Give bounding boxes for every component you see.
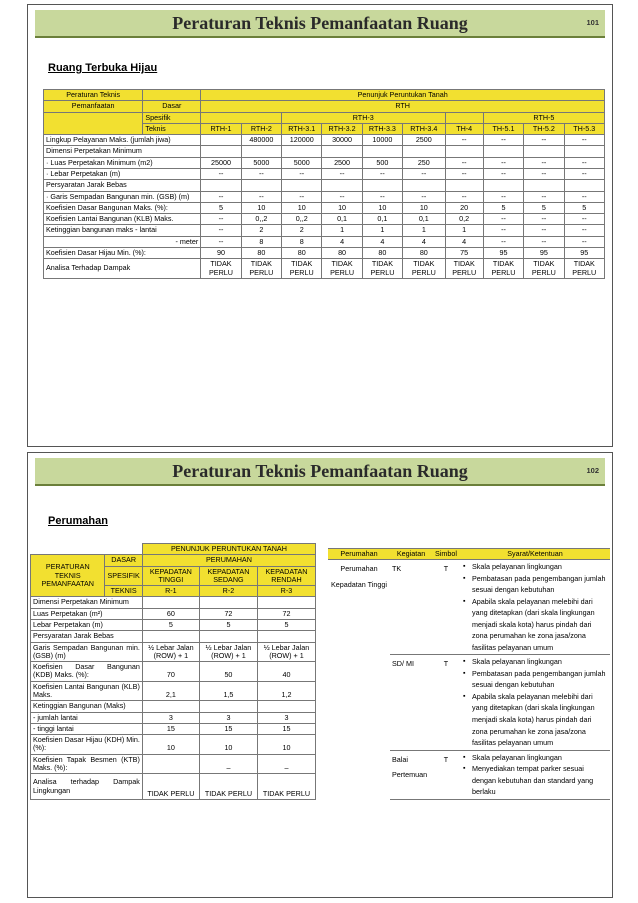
page-number: 101 <box>586 18 599 27</box>
table-cell <box>445 180 483 191</box>
table-cell <box>564 180 604 191</box>
table-cell: -- <box>445 168 483 179</box>
table-cell: -- <box>524 191 564 202</box>
syarat-table <box>328 548 610 800</box>
table-cell: -- <box>445 157 483 168</box>
table-row <box>31 712 316 723</box>
table-cell: 10 <box>142 735 199 755</box>
table-row <box>31 723 316 734</box>
list-item: ▪ Skala pelayanan lingkungan <box>462 656 608 668</box>
rth-table <box>43 89 605 279</box>
col-header: RTH-1 <box>201 123 241 134</box>
table-row <box>31 597 316 608</box>
table-cell: 8 <box>282 236 322 247</box>
table-cell: 250 <box>403 157 445 168</box>
table-cell: 8 <box>241 236 281 247</box>
table-cell: 2500 <box>322 157 362 168</box>
syarat-cell <box>460 750 610 799</box>
table-cell: 0,2 <box>445 214 483 225</box>
table-cell: -- <box>201 191 241 202</box>
table-cell <box>403 146 445 157</box>
table-cell: 5 <box>524 202 564 213</box>
hdr-spesifik: SPESIFIK <box>105 566 142 586</box>
table-cell: 1 <box>403 225 445 236</box>
hdr-peraturan: PERATURAN TEKNIS PEMANFAATAN <box>31 555 105 597</box>
simbol-cell: T <box>432 655 460 750</box>
perumahan-table <box>30 543 316 800</box>
table-row <box>44 202 605 213</box>
syarat-table-body <box>328 560 610 799</box>
table-cell: 2 <box>282 225 322 236</box>
table-cell: 95 <box>564 247 604 258</box>
row-label: Ketinggian Bangunan (Maks) <box>31 701 143 712</box>
table-row <box>31 608 316 619</box>
table-cell: 10 <box>322 202 362 213</box>
table-row <box>31 681 316 701</box>
table-cell: 4 <box>403 236 445 247</box>
table-cell: -- <box>564 214 604 225</box>
table-row <box>44 214 605 225</box>
row-label: Dimensi Perpetakan Minimum <box>44 146 201 157</box>
row-label: Lingkup Pelayanan Maks. (jumlah jiwa) <box>44 135 201 146</box>
table-cell: TIDAK PERLU <box>524 259 564 279</box>
table-cell <box>282 180 322 191</box>
list-item: ▪ Menyediakan tempat parker sesuai dengan kebutuhan dan standard yang berlaku <box>462 763 608 798</box>
perumahan-label: Perumahan Kepadatan Tinggi <box>328 560 390 799</box>
table-cell <box>241 180 281 191</box>
hdr-k3: KEPADATAN RENDAH <box>257 566 315 586</box>
table-cell: 2 <box>241 225 281 236</box>
table-cell: -- <box>483 157 523 168</box>
list-item: ▪ Pembatasan pada pengembangan jumlah sesuai dengan kebutuhan <box>462 668 608 691</box>
table-cell: 500 <box>362 157 402 168</box>
rth-table-body <box>44 135 605 279</box>
table-cell: -- <box>322 168 362 179</box>
table-cell: 25000 <box>201 157 241 168</box>
table-cell: 3 <box>142 712 199 723</box>
table-cell: -- <box>524 168 564 179</box>
hdr-dasar: DASAR <box>105 555 142 566</box>
table-cell: -- <box>524 236 564 247</box>
row-label: Lebar Perpetakan (m) <box>31 619 143 630</box>
hdr-rth3: RTH-3 <box>282 112 446 123</box>
hdr-teknis: TEKNIS <box>105 586 142 597</box>
table-cell <box>524 180 564 191</box>
table-cell: TIDAK PERLU <box>483 259 523 279</box>
table-cell: 75 <box>445 247 483 258</box>
row-label: Persyaratan Jarak Bebas <box>31 631 143 642</box>
table-cell <box>142 701 199 712</box>
table-cell: 5 <box>483 202 523 213</box>
table-cell: -- <box>403 168 445 179</box>
row-label: · Luas Perpetakan Minimum (m2) <box>44 157 201 168</box>
table-cell: -- <box>483 191 523 202</box>
table-cell: TIDAK PERLU <box>445 259 483 279</box>
table-cell <box>201 135 241 146</box>
col-header: RTH-3.4 <box>403 123 445 134</box>
list-item: ▪ Apabila skala pelayanan melebihi dari yang ditetapkan (dari skala lingkungan menjadi skala kota) harus pindah dari zona perumahan ke zona jasa/zona fasilitas pelayanan umum <box>462 596 608 654</box>
table-cell <box>362 180 402 191</box>
table-cell: TIDAK PERLU <box>403 259 445 279</box>
table-cell <box>322 180 362 191</box>
table-cell: 70 <box>142 662 199 682</box>
syarat-table-header <box>328 549 610 560</box>
table-cell: 2,1 <box>142 681 199 701</box>
hdr-penunjuk: PENUNJUK PERUNTUKAN TANAH <box>142 544 315 555</box>
row-label: Analisa terhadap Dampak Lingkungan <box>31 774 143 800</box>
row-label: - tinggi lantai <box>31 723 143 734</box>
table-cell: 120000 <box>282 135 322 146</box>
list-item: ▪ Skala pelayanan lingkungan <box>462 561 608 573</box>
table-cell: -- <box>445 135 483 146</box>
table-cell: -- <box>564 135 604 146</box>
simbol-cell: T <box>432 750 460 799</box>
table-cell: -- <box>362 191 402 202</box>
table-cell: -- <box>564 236 604 247</box>
row-label: Koefisien Tapak Besmen (KTB) Maks. (%): <box>31 754 143 774</box>
table-cell: 5 <box>142 619 199 630</box>
title-bar <box>35 10 605 38</box>
table-row <box>44 180 605 191</box>
table-cell <box>257 701 315 712</box>
hdr-peraturan-teknis: Peraturan Teknis <box>44 90 143 101</box>
table-cell <box>142 754 199 774</box>
col-header: TH-5.1 <box>483 123 523 134</box>
table-cell: -- <box>201 168 241 179</box>
table-cell: 72 <box>257 608 315 619</box>
table-cell: -- <box>201 236 241 247</box>
list-item: ▪ Apabila skala pelayanan melebihi dari yang ditetapkan (dari skala lingkungan menjadi skala kota) harus pindah dari zona perumahan ke zona jasa/zona fasilitas pelayanan umum <box>462 691 608 749</box>
table-cell: 5 <box>199 619 257 630</box>
table-row <box>31 754 316 774</box>
table-cell <box>257 631 315 642</box>
table-row <box>31 642 316 662</box>
col-header: TH-5.3 <box>564 123 604 134</box>
table-cell: 0,,2 <box>282 214 322 225</box>
table-cell: 2500 <box>403 135 445 146</box>
table-row <box>44 146 605 157</box>
rth-table-header <box>44 90 605 135</box>
row-label: Ketinggian bangunan maks - lantai <box>44 225 201 236</box>
syarat-list <box>462 752 608 798</box>
table-row <box>44 191 605 202</box>
row-label: · Lebar Perpetakan (m) <box>44 168 201 179</box>
table-cell: 30000 <box>322 135 362 146</box>
table-cell: 1,5 <box>199 681 257 701</box>
table-cell: 80 <box>322 247 362 258</box>
hdr-k1: KEPADATAN TINGGI <box>142 566 199 586</box>
row-label: · Garis Sempadan Bangunan min. (GSB) (m) <box>44 191 201 202</box>
table-cell: 10 <box>199 735 257 755</box>
syarat-list <box>462 656 608 748</box>
table-cell: 4 <box>322 236 362 247</box>
title-bar <box>35 458 605 486</box>
table-cell: -- <box>524 214 564 225</box>
table-cell: 5 <box>257 619 315 630</box>
table-cell <box>257 597 315 608</box>
table-cell <box>483 180 523 191</box>
table-cell: TIDAK PERLU <box>241 259 281 279</box>
table-cell: 10 <box>241 202 281 213</box>
table-cell: -- <box>564 157 604 168</box>
hdr-r3: R-3 <box>257 586 315 597</box>
table-cell: 480000 <box>241 135 281 146</box>
table-cell: 40 <box>257 662 315 682</box>
table-row <box>44 236 605 247</box>
table-cell <box>142 597 199 608</box>
table-cell: -- <box>524 157 564 168</box>
hdr-spesifik: Spesifik <box>143 112 201 123</box>
table-cell: -- <box>564 168 604 179</box>
table-cell: 15 <box>257 723 315 734</box>
table-row <box>44 157 605 168</box>
row-label: Luas Perpetakan (m²) <box>31 608 143 619</box>
hdr-teknis: Teknis <box>143 123 201 134</box>
table-cell: 1,2 <box>257 681 315 701</box>
list-item: ▪ Skala pelayanan lingkungan <box>462 752 608 764</box>
table-cell <box>201 180 241 191</box>
hdr-pemanfaatan: Pemanfaatan <box>44 101 143 112</box>
table-row <box>44 225 605 236</box>
table-cell: 20 <box>445 202 483 213</box>
table-cell: 5000 <box>241 157 281 168</box>
table-cell <box>483 146 523 157</box>
table-row <box>44 247 605 258</box>
table-cell: 1 <box>445 225 483 236</box>
table-cell: -- <box>282 168 322 179</box>
table-cell <box>199 631 257 642</box>
hdr-perumahan: PERUMAHAN <box>142 555 315 566</box>
table-cell: – <box>257 754 315 774</box>
table-cell <box>199 597 257 608</box>
table-row <box>31 631 316 642</box>
table-cell: 95 <box>483 247 523 258</box>
kegiatan-cell: Balai Pertemuan <box>390 750 432 799</box>
table-cell: -- <box>403 191 445 202</box>
table-cell: TIDAK PERLU <box>142 774 199 800</box>
table-cell: 95 <box>524 247 564 258</box>
table-cell: 10000 <box>362 135 402 146</box>
col-header: RTH-3.1 <box>282 123 322 134</box>
table-cell: 10 <box>362 202 402 213</box>
table-cell: 0,,2 <box>241 214 281 225</box>
table-cell: 50 <box>199 662 257 682</box>
col-header: RTH-3.2 <box>322 123 362 134</box>
table-cell: TIDAK PERLU <box>199 774 257 800</box>
perumahan-table-body <box>31 597 316 800</box>
table-cell <box>282 146 322 157</box>
syarat-cell <box>460 560 610 655</box>
table-cell: -- <box>362 168 402 179</box>
table-cell: -- <box>241 168 281 179</box>
row-label: - meter <box>44 236 201 247</box>
row-label: Koefisien Dasar Bangunan Maks. (%): <box>44 202 201 213</box>
table-cell: 10 <box>257 735 315 755</box>
table-cell: ½ Lebar Jalan (ROW) + 1 <box>142 642 199 662</box>
table-cell: 0,1 <box>322 214 362 225</box>
table-cell: TIDAK PERLU <box>257 774 315 800</box>
table-cell: 4 <box>445 236 483 247</box>
col-header: RTH-3.3 <box>362 123 402 134</box>
table-row <box>44 259 605 279</box>
hdr-r2: R-2 <box>199 586 257 597</box>
table-row <box>31 701 316 712</box>
kegiatan-cell: SD/ MI <box>390 655 432 750</box>
row-label: Dimensi Perpetakan Minimum <box>31 597 143 608</box>
col-header: TH-4 <box>445 123 483 134</box>
table-cell: -- <box>524 225 564 236</box>
table-row <box>31 662 316 682</box>
table-cell <box>445 146 483 157</box>
table-cell: ½ Lebar Jalan (ROW) + 1 <box>199 642 257 662</box>
table-cell: 10 <box>282 202 322 213</box>
table-row <box>31 735 316 755</box>
table-cell: -- <box>524 135 564 146</box>
table-cell <box>199 701 257 712</box>
hdr-perumahan: Perumahan <box>328 549 390 560</box>
simbol-cell: T <box>432 560 460 655</box>
table-cell: TIDAK PERLU <box>322 259 362 279</box>
table-cell: TIDAK PERLU <box>362 259 402 279</box>
table-cell <box>362 146 402 157</box>
table-cell: 60 <box>142 608 199 619</box>
row-label: Garis Sempadan Bangunan min. (GSB) (m) <box>31 642 143 662</box>
table-cell: -- <box>483 225 523 236</box>
table-cell: TIDAK PERLU <box>564 259 604 279</box>
table-cell: 3 <box>257 712 315 723</box>
table-cell <box>564 146 604 157</box>
hdr-simbol: Simbol <box>432 549 460 560</box>
table-row <box>44 168 605 179</box>
table-row <box>31 619 316 630</box>
hdr-k2: KEPADATAN SEDANG <box>199 566 257 586</box>
table-cell: 15 <box>142 723 199 734</box>
table-cell: 5 <box>201 202 241 213</box>
table-row <box>31 774 316 800</box>
table-cell: 10 <box>403 202 445 213</box>
hdr-dasar: Dasar <box>143 101 201 112</box>
table-cell <box>322 146 362 157</box>
table-cell: 3 <box>199 712 257 723</box>
page-101 <box>27 4 613 447</box>
table-cell: 72 <box>199 608 257 619</box>
row-label: Koefisien Lantai Bangunan (KLB) Maks. <box>31 681 143 701</box>
table-cell: 5000 <box>282 157 322 168</box>
page-title: Peraturan Teknis Pemanfaatan Ruang <box>172 460 468 481</box>
col-header: RTH-2 <box>241 123 281 134</box>
table-cell: 1 <box>322 225 362 236</box>
table-row <box>328 560 610 655</box>
table-cell: -- <box>445 191 483 202</box>
table-cell: -- <box>483 168 523 179</box>
hdr-syarat: Syarat/Ketentuan <box>460 549 610 560</box>
row-label: Koefisien Lantai Bangunan (KLB) Maks. <box>44 214 201 225</box>
table-cell <box>524 146 564 157</box>
table-cell: 80 <box>282 247 322 258</box>
row-label: Koefisien Dasar Hijau (KDH) Min. (%): <box>31 735 143 755</box>
hdr-r1: R-1 <box>142 586 199 597</box>
page-102 <box>27 452 613 898</box>
table-cell: -- <box>483 214 523 225</box>
row-label: Persyaratan Jarak Bebas <box>44 180 201 191</box>
list-item: ▪ Pembatasan pada pengembangan jumlah sesuai dengan kebutuhan <box>462 573 608 596</box>
row-label: Analisa Terhadap Dampak <box>44 259 201 279</box>
table-cell: -- <box>564 225 604 236</box>
syarat-cell <box>460 655 610 750</box>
table-cell: 80 <box>362 247 402 258</box>
table-cell: -- <box>201 225 241 236</box>
table-cell: 4 <box>362 236 402 247</box>
table-cell: 1 <box>362 225 402 236</box>
table-cell: -- <box>322 191 362 202</box>
row-label: Koefisien Dasar Bangunan (KDB) Maks. (%): <box>31 662 143 682</box>
row-label: Koefisien Dasar Hijau Min. (%): <box>44 247 201 258</box>
hdr-kegiatan: Kegiatan <box>390 549 432 560</box>
section-heading: Ruang Terbuka Hijau <box>48 62 158 74</box>
table-cell <box>403 180 445 191</box>
table-row <box>44 135 605 146</box>
perumahan-table-header <box>31 544 316 597</box>
table-cell: -- <box>483 236 523 247</box>
table-cell: ½ Lebar Jalan (ROW) + 1 <box>257 642 315 662</box>
table-cell <box>142 631 199 642</box>
table-cell: 15 <box>199 723 257 734</box>
page-number: 102 <box>586 466 599 475</box>
table-cell: 0,1 <box>362 214 402 225</box>
table-cell: -- <box>282 191 322 202</box>
hdr-rth: RTH <box>201 101 605 112</box>
hdr-rth5: RTH-5 <box>483 112 604 123</box>
table-cell: TIDAK PERLU <box>201 259 241 279</box>
syarat-list <box>462 561 608 653</box>
table-cell <box>201 146 241 157</box>
table-cell: 80 <box>403 247 445 258</box>
table-cell: 0,1 <box>403 214 445 225</box>
kegiatan-cell: TK <box>390 560 432 655</box>
table-cell: TIDAK PERLU <box>282 259 322 279</box>
table-cell <box>241 146 281 157</box>
table-cell: -- <box>483 135 523 146</box>
table-cell: 80 <box>241 247 281 258</box>
table-cell: 90 <box>201 247 241 258</box>
col-header: TH-5.2 <box>524 123 564 134</box>
table-cell: -- <box>564 191 604 202</box>
page-title: Peraturan Teknis Pemanfaatan Ruang <box>172 12 468 33</box>
table-cell: 5 <box>564 202 604 213</box>
table-cell: -- <box>201 214 241 225</box>
table-cell: -- <box>241 191 281 202</box>
hdr-penunjuk: Penunjuk Peruntukan Tanah <box>201 90 605 101</box>
row-label: - jumlah lantai <box>31 712 143 723</box>
table-cell: – <box>199 754 257 774</box>
section-heading: Perumahan <box>48 515 108 527</box>
